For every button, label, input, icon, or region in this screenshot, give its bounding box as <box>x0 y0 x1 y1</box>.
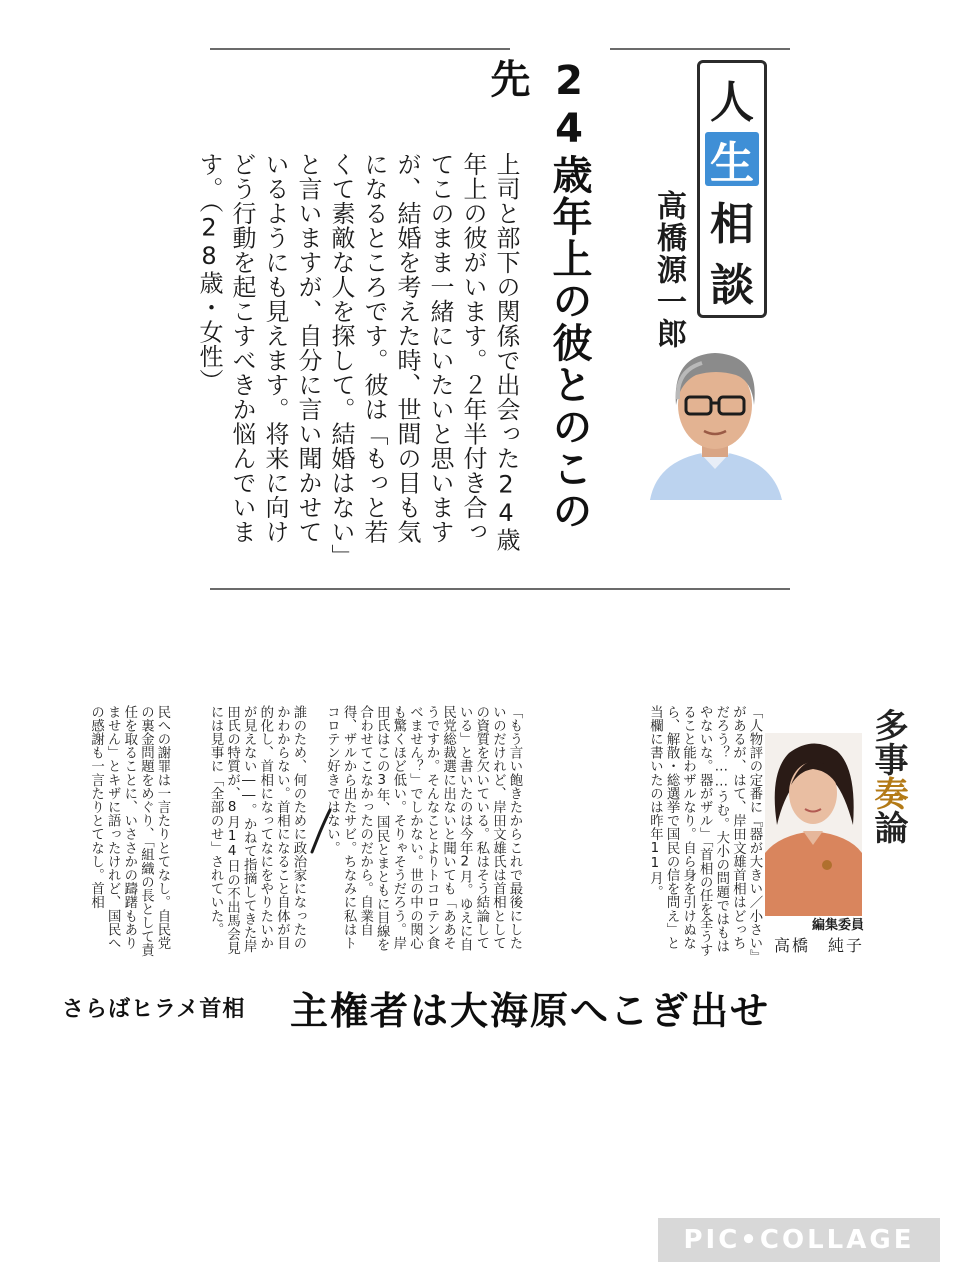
column-logo-char: 多 <box>868 708 908 742</box>
column-title-char: 相 <box>710 198 754 250</box>
article-column: 民への謝罪は一言たりとてなし。自民党の裏金問題をめぐり、「組織の長として責任を取ることに、いささかの躊躇もありません」とキザに語ったけれど、国民への感謝も一言たりとてなし。首相 <box>88 705 170 957</box>
article-column: 「もう言い飽きたからこれで最後にしたいのだけれど、岸田文雄氏は首相としての資質を欠いている。私はそう結論している」と書いたのは今年2月。ゆえに自民党総裁選に出ないと聞いても「ああそうですか。そんなことよりトコロテン食べません？」でしかない。世の中の関心も驚くほど低い。そりゃそうだろう。岸田氏はこの3年、国民とまともに目線を合わせてこなかったのだから。自業自得、ザルから出たサビ。ちなみに私はトコロテン好きではない。 <box>324 705 522 952</box>
byline-name: 高橋 純子 <box>773 936 864 955</box>
byline-role: 編集委員 <box>811 918 864 933</box>
column-title-badge <box>697 60 767 318</box>
article-column: 「人物評の定番に『器が大きい／小さい』があるが、はて、岸田文雄首相はどっちだろう？……うむ。大小の問題ではもはやないな。器がザル」「首相の任を全うすること能わザルなり。自ら身を引けぬなら、解散・総選挙で国民の信を問え」と当欄に書いたのは昨年11月。 <box>647 705 762 957</box>
pen-stroke-decoration <box>308 808 334 854</box>
advisor-portrait <box>640 345 790 500</box>
bottom-rule <box>210 588 790 590</box>
columnist-byline <box>764 917 864 957</box>
advice-headline: 24歳年上の彼とのこの先 <box>484 58 592 532</box>
top-rule <box>210 48 510 50</box>
app-watermark: PIC•COLLAGE <box>658 1218 940 1262</box>
column-logo-char: 論 <box>868 810 908 844</box>
article-kicker: さらばヒラメ首相 <box>62 997 246 1022</box>
article-headline: 主権者は大海原へこぎ出せ <box>290 989 771 1033</box>
top-right-rule <box>610 48 790 50</box>
column-logo-char: 事 <box>868 742 908 776</box>
advisor-name: 高橋源一郎 <box>651 190 686 350</box>
reader-question: 上司と部下の関係で出会った24歳年上の彼がいます。２年半付き合ってこのまま一緒にいたいと思いますが、結婚を考えた時、世間の目も気になるところです。彼は「もっと若くて素敵な人を探して。結婚はない」と言いますが、自分に言い聞かせているようにも見えます。将来に向けどう行動を起こすべきか悩んでいます。（28歳・女性） <box>195 152 520 557</box>
columnist-portrait <box>765 733 862 916</box>
column-title-char-highlight: 生 <box>705 132 759 186</box>
column-logo <box>862 708 914 868</box>
article-column: 誰のため、何のために政治家になったのかわからない。首相になること自体が目的化し、首相になってなにをやりたいかが見えない――。かねて指摘してきた岸田氏の特質が、8月14日の不出馬会見には見事に「全部のせ」されていた。 <box>208 705 306 955</box>
column-title-char: 人 <box>710 76 754 128</box>
column-logo-char-accent: 奏 <box>868 776 908 810</box>
column-title-char: 談 <box>710 259 754 311</box>
